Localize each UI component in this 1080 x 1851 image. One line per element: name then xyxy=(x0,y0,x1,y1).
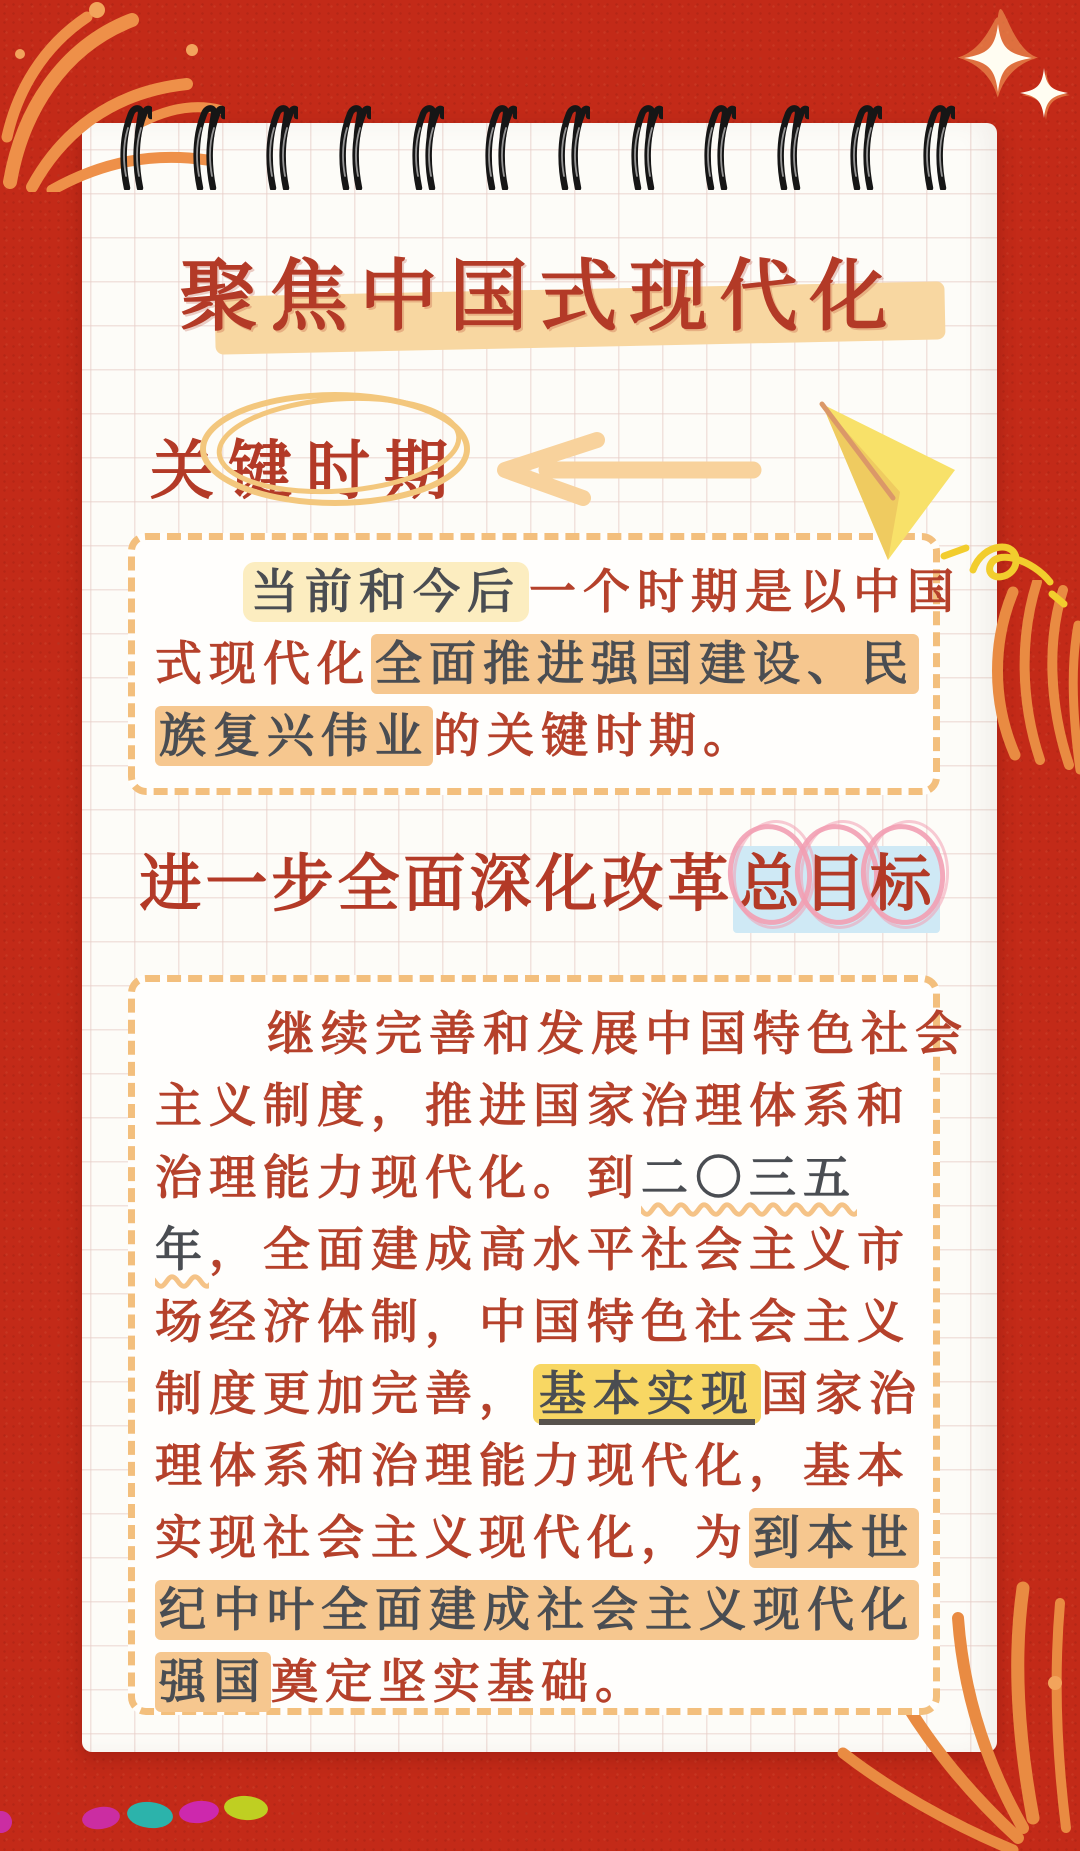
text-line xyxy=(155,1430,919,1502)
text-segment: 实现社会主义现代化，为 xyxy=(155,1511,749,1565)
squiggle-icon xyxy=(938,528,1070,620)
circled-char: 目 xyxy=(804,834,870,923)
binder-ring-icon xyxy=(921,104,955,190)
text-segment: 主义制度，推进国家治理体系和 xyxy=(155,1079,911,1133)
text-line xyxy=(155,1214,919,1286)
text-line xyxy=(155,1574,919,1646)
text-segment: 到本世 xyxy=(749,1508,919,1568)
highlight-circle xyxy=(195,385,485,515)
text-line xyxy=(155,1070,919,1142)
text-segment: 全面推进强国建设、民 xyxy=(371,634,919,694)
text-line xyxy=(155,1646,919,1718)
key-period-box xyxy=(128,533,961,795)
section2-heading-highlight xyxy=(733,846,939,933)
poster-title: 聚焦中国式现代化 xyxy=(179,252,900,340)
binder-ring-icon xyxy=(410,104,444,190)
text-line xyxy=(155,1502,919,1574)
binder-ring-icon xyxy=(483,104,517,190)
text-segment: 国家治 xyxy=(761,1367,923,1421)
section2-heading xyxy=(82,834,997,923)
text-segment: 年 xyxy=(155,1223,209,1277)
binder-ring-icon xyxy=(556,104,590,190)
binder-ring-icon xyxy=(191,104,225,190)
text-segment: 纪中叶全面建成社会主义现代化 xyxy=(155,1580,919,1640)
confetti-icon xyxy=(178,1799,220,1825)
text-line xyxy=(155,628,919,700)
arrow-left-icon xyxy=(495,430,765,510)
section1-heading: 关键时期 xyxy=(150,435,462,507)
confetti-icon xyxy=(223,1794,269,1821)
text-segment: 二〇三五 xyxy=(641,1151,857,1205)
binder-ring-icon xyxy=(775,104,809,190)
text-segment: 当前和今后 xyxy=(243,562,529,622)
section2-heading-prefix: 进一步全面深化改革 xyxy=(139,850,734,919)
text-segment: 治理能力现代化。到 xyxy=(155,1151,641,1205)
text-segment: 式现代化 xyxy=(155,637,371,691)
text-line xyxy=(155,1142,919,1214)
circled-char: 总 xyxy=(737,834,803,923)
text-segment: 基本实现 xyxy=(533,1364,761,1424)
text-segment: 强国 xyxy=(155,1652,271,1712)
binder-ring-icon xyxy=(118,104,152,190)
text-segment: 的关键时期。 xyxy=(433,709,757,763)
text-line xyxy=(155,998,969,1070)
text-segment: 奠定坚实基础。 xyxy=(271,1655,649,1709)
text-segment: 族复兴伟业 xyxy=(155,706,433,766)
text-line xyxy=(155,1358,923,1430)
reform-goal-box xyxy=(128,975,969,1715)
binder-ring-icon xyxy=(848,104,882,190)
confetti-icon xyxy=(0,1809,14,1834)
confetti-icon xyxy=(126,1800,174,1831)
binder-ring-icon xyxy=(264,104,298,190)
binder-ring-icon xyxy=(629,104,663,190)
binder-ring-icon xyxy=(702,104,736,190)
text-line xyxy=(155,1286,919,1358)
text-segment: 一个时期是以中国 xyxy=(529,565,961,619)
text-segment: 理体系和治理能力现代化，基本 xyxy=(155,1439,911,1493)
text-segment: 制度更加完善， xyxy=(155,1367,533,1421)
confetti-icon xyxy=(81,1804,122,1831)
text-segment: 场经济体制，中国特色社会主义 xyxy=(155,1295,911,1349)
text-line xyxy=(155,700,919,772)
text-segment: ，全面建成高水平社会主义市 xyxy=(209,1223,911,1277)
circled-char: 标 xyxy=(870,834,936,923)
text-segment: 继续完善和发展中国特色社会 xyxy=(267,1007,969,1061)
binder-ring-icon xyxy=(337,104,371,190)
spiral-binding xyxy=(0,104,1080,194)
